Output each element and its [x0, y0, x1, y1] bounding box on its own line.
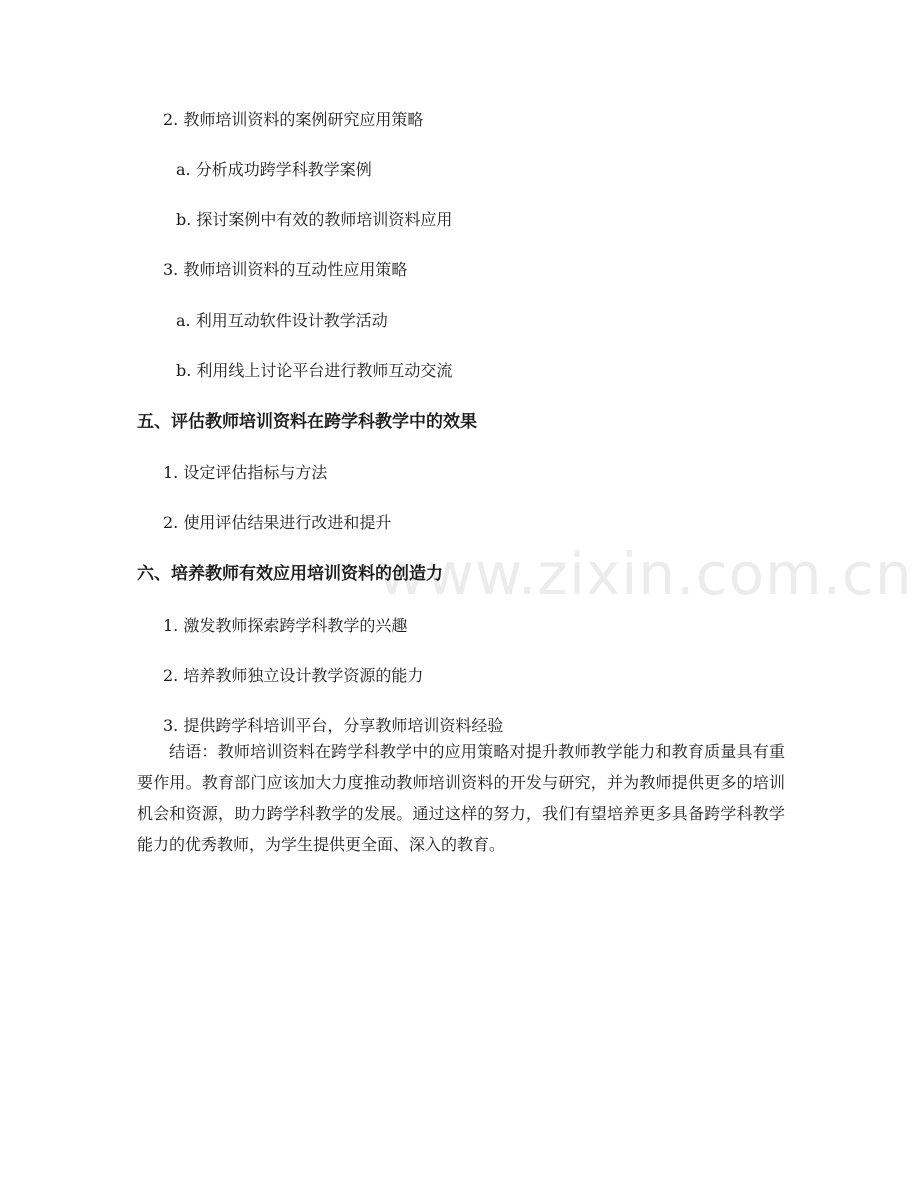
list-item: 1. 设定评估指标与方法: [163, 463, 328, 482]
list-item: b. 探讨案例中有效的教师培训资料应用: [176, 210, 453, 229]
conclusion-paragraph: 结语：教师培训资料在跨学科教学中的应用策略对提升教师教学能力和教育质量具有重要作用。教育部门应该加大力度推动教师培训资料的开发与研究，并为教师提供更多的培训机会和资源，助力跨学科教学的发展。通过这样的努力，我们有望培养更多具备跨学科教学能力的优秀教师，为学生提供更全面、深入的教育。: [137, 742, 785, 854]
list-item: 3. 教师培训资料的互动性应用策略: [163, 260, 408, 279]
section-heading: 六、培养教师有效应用培训资料的创造力: [137, 564, 443, 584]
list-item: 3. 提供跨学科培训平台，分享教师培训资料经验: [163, 716, 504, 735]
section-heading: 五、评估教师培训资料在跨学科教学中的效果: [137, 412, 477, 432]
list-item: a. 分析成功跨学科教学案例: [176, 160, 372, 179]
list-item: 2. 培养教师独立设计教学资源的能力: [163, 666, 424, 685]
list-item: 2. 使用评估结果进行改进和提升: [163, 513, 392, 532]
list-item: a. 利用互动软件设计教学活动: [176, 311, 388, 330]
list-item: 1. 激发教师探索跨学科教学的兴趣: [163, 616, 408, 635]
list-item: b. 利用线上讨论平台进行教师互动交流: [176, 361, 453, 380]
list-item: 2. 教师培训资料的案例研究应用策略: [163, 110, 424, 129]
watermark: www.zixin.com.cn: [378, 540, 913, 608]
